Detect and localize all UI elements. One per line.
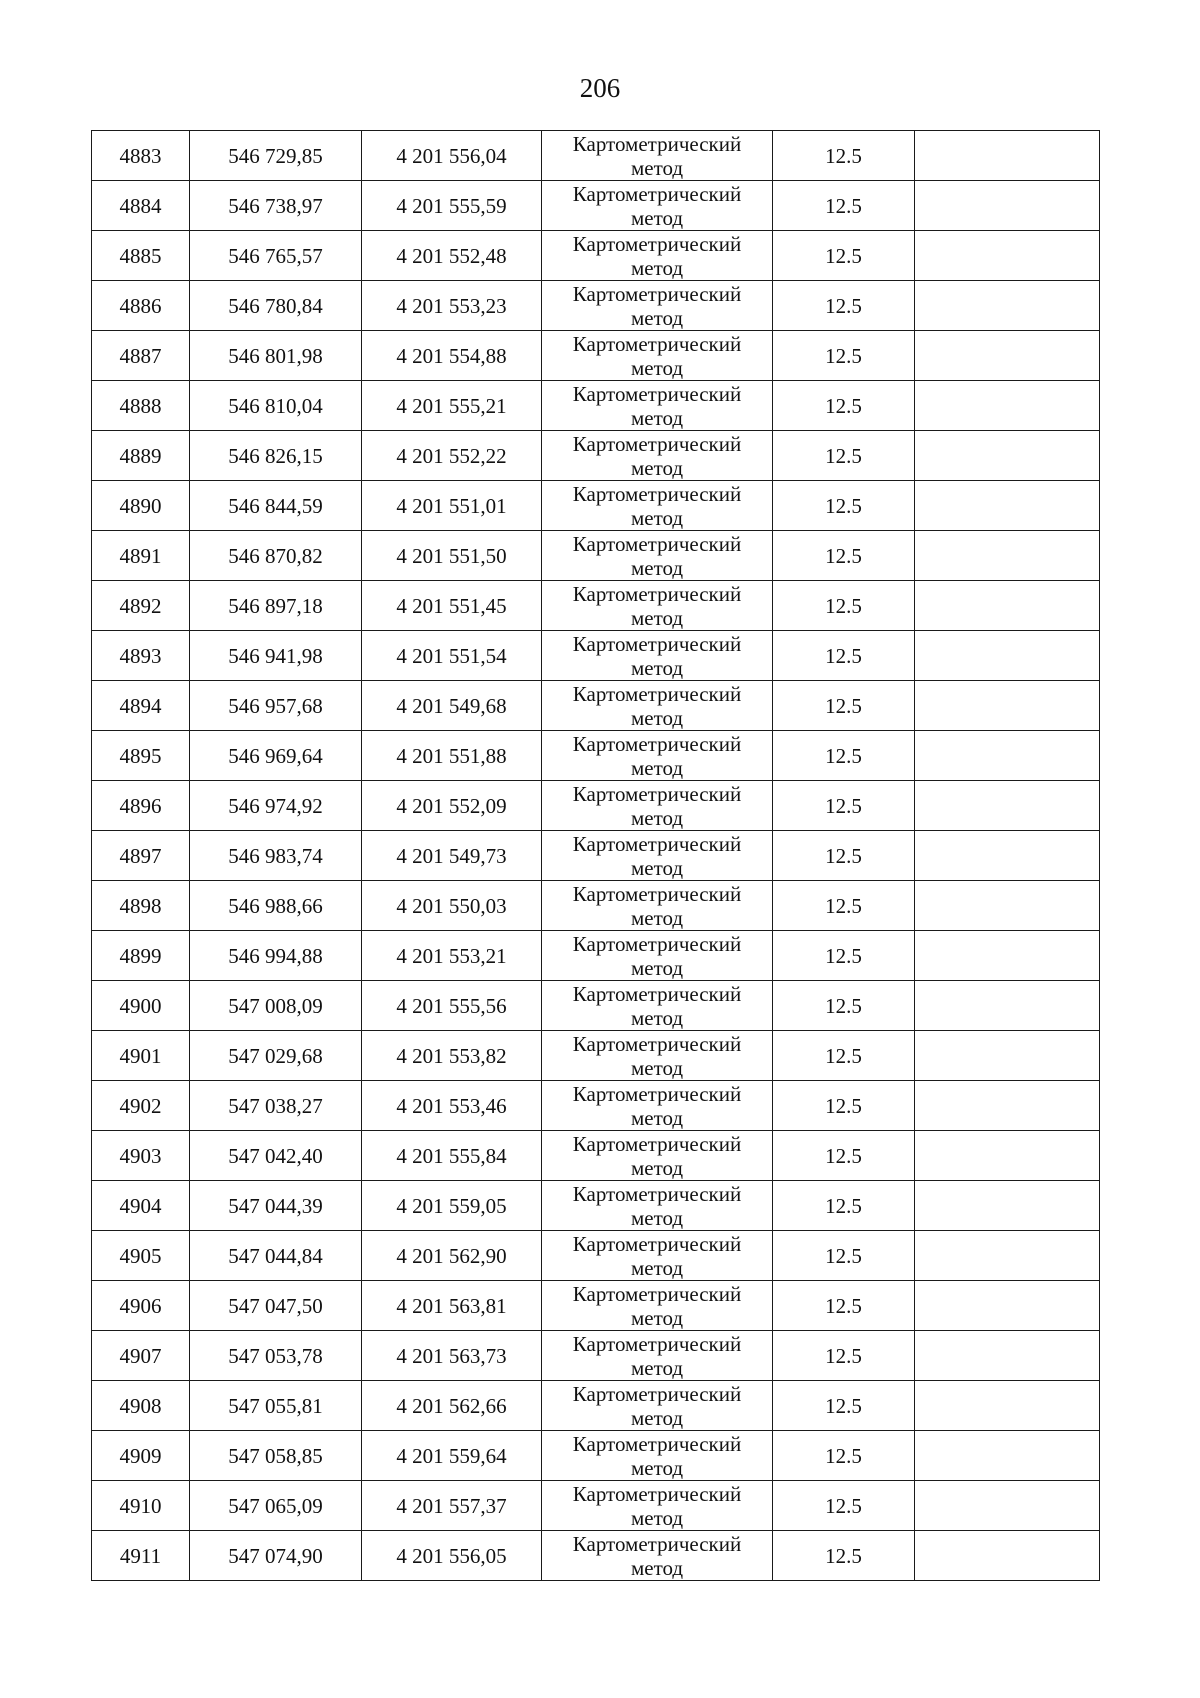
y-coordinate-cell: 4 201 556,05 — [362, 1531, 542, 1581]
method-line-2: метод — [630, 455, 684, 480]
note-cell — [915, 781, 1100, 831]
note-cell — [915, 1381, 1100, 1431]
note-cell — [915, 931, 1100, 981]
point-number-cell: 4900 — [92, 981, 190, 1031]
point-number-cell: 4886 — [92, 281, 190, 331]
note-cell — [915, 131, 1100, 181]
accuracy-cell: 12.5 — [773, 381, 915, 431]
point-number-cell: 4898 — [92, 881, 190, 931]
x-coordinate-cell: 547 053,78 — [190, 1331, 362, 1381]
table-body — [92, 131, 1100, 1581]
method-line-1: Картометрический — [572, 1531, 742, 1556]
table-row — [92, 931, 1100, 981]
method-line-1: Картометрический — [572, 1381, 742, 1406]
x-coordinate-cell: 547 042,40 — [190, 1131, 362, 1181]
method-line-2: метод — [630, 355, 684, 380]
y-coordinate-cell: 4 201 551,54 — [362, 631, 542, 681]
method-line-2: метод — [630, 1555, 684, 1580]
method-line-1: Картометрический — [572, 131, 742, 156]
method-line-1: Картометрический — [572, 1281, 742, 1306]
accuracy-cell: 12.5 — [773, 281, 915, 331]
method-cell — [542, 581, 773, 631]
point-number-cell: 4883 — [92, 131, 190, 181]
coordinates-table — [91, 130, 1100, 1581]
method-cell — [542, 681, 773, 731]
method-cell — [542, 181, 773, 231]
accuracy-cell: 12.5 — [773, 481, 915, 531]
method-cell — [542, 1431, 773, 1481]
point-number-cell: 4896 — [92, 781, 190, 831]
method-cell — [542, 1331, 773, 1381]
point-number-cell: 4899 — [92, 931, 190, 981]
method-line-1: Картометрический — [572, 1181, 742, 1206]
method-line-2: метод — [630, 555, 684, 580]
point-number-cell: 4885 — [92, 231, 190, 281]
y-coordinate-cell: 4 201 552,22 — [362, 431, 542, 481]
y-coordinate-cell: 4 201 551,50 — [362, 531, 542, 581]
accuracy-cell: 12.5 — [773, 931, 915, 981]
x-coordinate-cell: 546 844,59 — [190, 481, 362, 531]
method-line-2: метод — [630, 1105, 684, 1130]
method-cell — [542, 1181, 773, 1231]
accuracy-cell: 12.5 — [773, 1431, 915, 1481]
point-number-cell: 4884 — [92, 181, 190, 231]
accuracy-cell: 12.5 — [773, 1131, 915, 1181]
method-line-2: метод — [630, 1305, 684, 1330]
method-line-2: метод — [630, 1205, 684, 1230]
method-cell — [542, 1381, 773, 1431]
accuracy-cell: 12.5 — [773, 731, 915, 781]
point-number-cell: 4906 — [92, 1281, 190, 1331]
method-line-1: Картометрический — [572, 531, 742, 556]
method-line-1: Картометрический — [572, 931, 742, 956]
y-coordinate-cell: 4 201 549,68 — [362, 681, 542, 731]
method-line-1: Картометрический — [572, 1081, 742, 1106]
point-number-cell: 4892 — [92, 581, 190, 631]
method-line-1: Картометрический — [572, 381, 742, 406]
point-number-cell: 4897 — [92, 831, 190, 881]
point-number-cell: 4894 — [92, 681, 190, 731]
accuracy-cell: 12.5 — [773, 1531, 915, 1581]
y-coordinate-cell: 4 201 562,66 — [362, 1381, 542, 1431]
method-cell — [542, 1081, 773, 1131]
method-cell — [542, 1231, 773, 1281]
method-line-2: метод — [630, 1055, 684, 1080]
method-cell — [542, 231, 773, 281]
table-row — [92, 431, 1100, 481]
method-line-1: Картометрический — [572, 231, 742, 256]
method-line-1: Картометрический — [572, 181, 742, 206]
y-coordinate-cell: 4 201 553,23 — [362, 281, 542, 331]
x-coordinate-cell: 547 044,84 — [190, 1231, 362, 1281]
x-coordinate-cell: 546 780,84 — [190, 281, 362, 331]
x-coordinate-cell: 547 047,50 — [190, 1281, 362, 1331]
note-cell — [915, 431, 1100, 481]
note-cell — [915, 531, 1100, 581]
point-number-cell: 4910 — [92, 1481, 190, 1531]
note-cell — [915, 181, 1100, 231]
method-line-2: метод — [630, 1255, 684, 1280]
method-line-1: Картометрический — [572, 431, 742, 456]
note-cell — [915, 1331, 1100, 1381]
accuracy-cell: 12.5 — [773, 831, 915, 881]
x-coordinate-cell: 547 074,90 — [190, 1531, 362, 1581]
method-line-2: метод — [630, 1505, 684, 1530]
accuracy-cell: 12.5 — [773, 581, 915, 631]
x-coordinate-cell: 546 974,92 — [190, 781, 362, 831]
x-coordinate-cell: 546 957,68 — [190, 681, 362, 731]
point-number-cell: 4907 — [92, 1331, 190, 1381]
y-coordinate-cell: 4 201 549,73 — [362, 831, 542, 881]
method-line-1: Картометрический — [572, 981, 742, 1006]
table-row — [92, 331, 1100, 381]
method-cell — [542, 1481, 773, 1531]
note-cell — [915, 981, 1100, 1031]
method-cell — [542, 781, 773, 831]
table-row — [92, 281, 1100, 331]
x-coordinate-cell: 546 969,64 — [190, 731, 362, 781]
x-coordinate-cell: 546 810,04 — [190, 381, 362, 431]
x-coordinate-cell: 546 729,85 — [190, 131, 362, 181]
method-cell — [542, 1131, 773, 1181]
method-line-1: Картометрический — [572, 1231, 742, 1256]
method-cell — [542, 831, 773, 881]
method-line-1: Картометрический — [572, 1481, 742, 1506]
method-line-1: Картометрический — [572, 331, 742, 356]
x-coordinate-cell: 546 988,66 — [190, 881, 362, 931]
method-cell — [542, 331, 773, 381]
accuracy-cell: 12.5 — [773, 681, 915, 731]
table-row — [92, 831, 1100, 881]
table-row — [92, 531, 1100, 581]
note-cell — [915, 1031, 1100, 1081]
y-coordinate-cell: 4 201 552,09 — [362, 781, 542, 831]
method-cell — [542, 281, 773, 331]
y-coordinate-cell: 4 201 552,48 — [362, 231, 542, 281]
method-line-2: метод — [630, 1455, 684, 1480]
x-coordinate-cell: 547 065,09 — [190, 1481, 362, 1531]
table-row — [92, 1431, 1100, 1481]
method-line-1: Картометрический — [572, 281, 742, 306]
point-number-cell: 4901 — [92, 1031, 190, 1081]
accuracy-cell: 12.5 — [773, 1331, 915, 1381]
y-coordinate-cell: 4 201 551,88 — [362, 731, 542, 781]
method-line-2: метод — [630, 605, 684, 630]
table-row — [92, 881, 1100, 931]
point-number-cell: 4893 — [92, 631, 190, 681]
method-cell — [542, 531, 773, 581]
y-coordinate-cell: 4 201 562,90 — [362, 1231, 542, 1281]
table-row — [92, 731, 1100, 781]
method-cell — [542, 731, 773, 781]
accuracy-cell: 12.5 — [773, 431, 915, 481]
y-coordinate-cell: 4 201 553,82 — [362, 1031, 542, 1081]
method-line-1: Картометрический — [572, 631, 742, 656]
accuracy-cell: 12.5 — [773, 131, 915, 181]
method-line-2: метод — [630, 205, 684, 230]
note-cell — [915, 1431, 1100, 1481]
accuracy-cell: 12.5 — [773, 181, 915, 231]
method-line-1: Картометрический — [572, 481, 742, 506]
note-cell — [915, 281, 1100, 331]
note-cell — [915, 1131, 1100, 1181]
method-cell — [542, 131, 773, 181]
method-line-1: Картометрический — [572, 1131, 742, 1156]
method-line-2: метод — [630, 505, 684, 530]
method-line-1: Картометрический — [572, 581, 742, 606]
method-cell — [542, 631, 773, 681]
point-number-cell: 4888 — [92, 381, 190, 431]
table-row — [92, 481, 1100, 531]
method-line-1: Картометрический — [572, 1031, 742, 1056]
method-cell — [542, 881, 773, 931]
accuracy-cell: 12.5 — [773, 1281, 915, 1331]
y-coordinate-cell: 4 201 555,56 — [362, 981, 542, 1031]
method-line-1: Картометрический — [572, 1431, 742, 1456]
table-row — [92, 1131, 1100, 1181]
accuracy-cell: 12.5 — [773, 631, 915, 681]
table-row — [92, 1231, 1100, 1281]
point-number-cell: 4904 — [92, 1181, 190, 1231]
method-line-2: метод — [630, 705, 684, 730]
method-line-1: Картометрический — [572, 781, 742, 806]
accuracy-cell: 12.5 — [773, 531, 915, 581]
y-coordinate-cell: 4 201 556,04 — [362, 131, 542, 181]
x-coordinate-cell: 546 983,74 — [190, 831, 362, 881]
table-row — [92, 1481, 1100, 1531]
accuracy-cell: 12.5 — [773, 331, 915, 381]
x-coordinate-cell: 547 058,85 — [190, 1431, 362, 1481]
point-number-cell: 4903 — [92, 1131, 190, 1181]
point-number-cell: 4890 — [92, 481, 190, 531]
y-coordinate-cell: 4 201 553,21 — [362, 931, 542, 981]
y-coordinate-cell: 4 201 559,64 — [362, 1431, 542, 1481]
y-coordinate-cell: 4 201 557,37 — [362, 1481, 542, 1531]
method-cell — [542, 981, 773, 1031]
point-number-cell: 4911 — [92, 1531, 190, 1581]
method-cell — [542, 1281, 773, 1331]
y-coordinate-cell: 4 201 563,73 — [362, 1331, 542, 1381]
method-line-2: метод — [630, 1005, 684, 1030]
note-cell — [915, 1281, 1100, 1331]
method-line-2: метод — [630, 655, 684, 680]
accuracy-cell: 12.5 — [773, 1081, 915, 1131]
method-cell — [542, 481, 773, 531]
accuracy-cell: 12.5 — [773, 881, 915, 931]
method-line-1: Картометрический — [572, 831, 742, 856]
x-coordinate-cell: 546 826,15 — [190, 431, 362, 481]
x-coordinate-cell: 546 765,57 — [190, 231, 362, 281]
method-line-2: метод — [630, 955, 684, 980]
point-number-cell: 4895 — [92, 731, 190, 781]
x-coordinate-cell: 547 008,09 — [190, 981, 362, 1031]
note-cell — [915, 881, 1100, 931]
method-cell — [542, 1531, 773, 1581]
method-cell — [542, 431, 773, 481]
y-coordinate-cell: 4 201 551,45 — [362, 581, 542, 631]
x-coordinate-cell: 547 044,39 — [190, 1181, 362, 1231]
y-coordinate-cell: 4 201 551,01 — [362, 481, 542, 531]
x-coordinate-cell: 546 870,82 — [190, 531, 362, 581]
x-coordinate-cell: 546 994,88 — [190, 931, 362, 981]
accuracy-cell: 12.5 — [773, 1481, 915, 1531]
point-number-cell: 4889 — [92, 431, 190, 481]
note-cell — [915, 1081, 1100, 1131]
x-coordinate-cell: 546 941,98 — [190, 631, 362, 681]
page-number: 206 — [579, 73, 621, 103]
method-line-1: Картометрический — [572, 731, 742, 756]
method-line-2: метод — [630, 855, 684, 880]
point-number-cell: 4909 — [92, 1431, 190, 1481]
table-row — [92, 681, 1100, 731]
x-coordinate-cell: 547 029,68 — [190, 1031, 362, 1081]
method-cell — [542, 931, 773, 981]
x-coordinate-cell: 547 038,27 — [190, 1081, 362, 1131]
method-line-2: метод — [630, 255, 684, 280]
note-cell — [915, 1181, 1100, 1231]
x-coordinate-cell: 546 738,97 — [190, 181, 362, 231]
point-number-cell: 4905 — [92, 1231, 190, 1281]
x-coordinate-cell: 547 055,81 — [190, 1381, 362, 1431]
point-number-cell: 4902 — [92, 1081, 190, 1131]
note-cell — [915, 1481, 1100, 1531]
table-row — [92, 631, 1100, 681]
method-line-2: метод — [630, 905, 684, 930]
table-row — [92, 1381, 1100, 1431]
method-line-2: метод — [630, 1355, 684, 1380]
accuracy-cell: 12.5 — [773, 981, 915, 1031]
accuracy-cell: 12.5 — [773, 1181, 915, 1231]
note-cell — [915, 831, 1100, 881]
y-coordinate-cell: 4 201 563,81 — [362, 1281, 542, 1331]
note-cell — [915, 681, 1100, 731]
table-row — [92, 781, 1100, 831]
point-number-cell: 4891 — [92, 531, 190, 581]
table-row — [92, 1181, 1100, 1231]
method-line-1: Картометрический — [572, 1331, 742, 1356]
x-coordinate-cell: 546 897,18 — [190, 581, 362, 631]
table-row — [92, 1331, 1100, 1381]
y-coordinate-cell: 4 201 553,46 — [362, 1081, 542, 1131]
table-row — [92, 981, 1100, 1031]
method-line-1: Картометрический — [572, 881, 742, 906]
method-cell — [542, 381, 773, 431]
note-cell — [915, 331, 1100, 381]
accuracy-cell: 12.5 — [773, 781, 915, 831]
accuracy-cell: 12.5 — [773, 1381, 915, 1431]
table-row — [92, 1281, 1100, 1331]
y-coordinate-cell: 4 201 555,21 — [362, 381, 542, 431]
note-cell — [915, 231, 1100, 281]
method-line-2: метод — [630, 805, 684, 830]
accuracy-cell: 12.5 — [773, 1031, 915, 1081]
point-number-cell: 4908 — [92, 1381, 190, 1431]
method-line-2: метод — [630, 1155, 684, 1180]
accuracy-cell: 12.5 — [773, 231, 915, 281]
table-row — [92, 131, 1100, 181]
method-line-2: метод — [630, 755, 684, 780]
method-line-2: метод — [630, 405, 684, 430]
y-coordinate-cell: 4 201 555,84 — [362, 1131, 542, 1181]
note-cell — [915, 581, 1100, 631]
method-cell — [542, 1031, 773, 1081]
table-row — [92, 581, 1100, 631]
method-line-2: метод — [630, 1405, 684, 1430]
point-number-cell: 4887 — [92, 331, 190, 381]
y-coordinate-cell: 4 201 555,59 — [362, 181, 542, 231]
y-coordinate-cell: 4 201 559,05 — [362, 1181, 542, 1231]
method-line-2: метод — [630, 155, 684, 180]
note-cell — [915, 1231, 1100, 1281]
note-cell — [915, 381, 1100, 431]
method-line-2: метод — [630, 305, 684, 330]
note-cell — [915, 1531, 1100, 1581]
table-row — [92, 231, 1100, 281]
table-row — [92, 1031, 1100, 1081]
accuracy-cell: 12.5 — [773, 1231, 915, 1281]
y-coordinate-cell: 4 201 554,88 — [362, 331, 542, 381]
note-cell — [915, 731, 1100, 781]
table-row — [92, 1531, 1100, 1581]
table-row — [92, 181, 1100, 231]
y-coordinate-cell: 4 201 550,03 — [362, 881, 542, 931]
note-cell — [915, 631, 1100, 681]
table-row — [92, 381, 1100, 431]
x-coordinate-cell: 546 801,98 — [190, 331, 362, 381]
method-line-1: Картометрический — [572, 681, 742, 706]
table-row — [92, 1081, 1100, 1131]
note-cell — [915, 481, 1100, 531]
